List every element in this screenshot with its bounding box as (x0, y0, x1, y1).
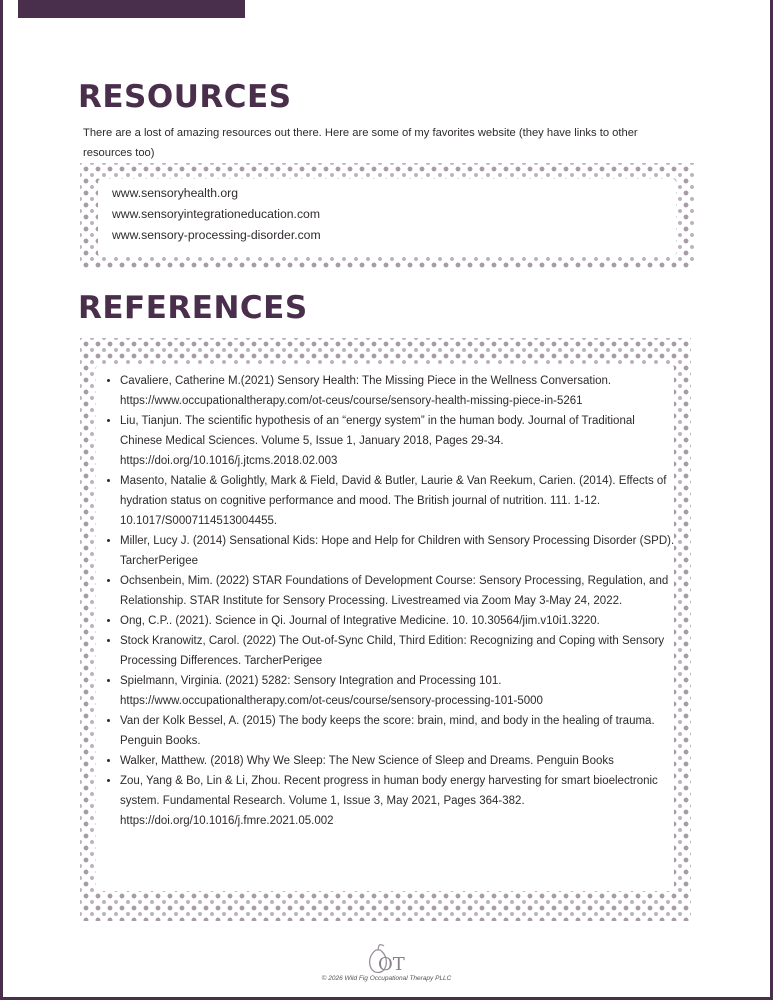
reference-item: • Ong, C.P.. (2021). Science in Qi. Journal of Integrative Medicine. 10. 10.30564/jim.v10i1.3220. (120, 611, 680, 631)
reference-item: • Miller, Lucy J. (2014) Sensational Kids: Hope and Help for Children with Sensory Processing Disorder (SPD). TarcherPerigee (120, 531, 680, 571)
reference-item: • Van der Kolk Bessel, A. (2015) The body keeps the score: brain, mind, and body in the healing of trauma. Penguin Books. (120, 711, 680, 751)
resource-link[interactable]: www.sensory-processing-disorder.com (112, 228, 321, 242)
resource-link[interactable]: www.sensoryhealth.org (112, 186, 238, 200)
wild-fig-logo (362, 942, 412, 976)
reference-item: • Masento, Natalie & Golightly, Mark & Field, David & Butler, Laurie & Van Reekum, Carien. (2014). Effects of hydration status on cognitive performance and mood. The British journal of nutrition. 111. 1-12. 10.1017/S0007114513004455. (120, 471, 680, 531)
references-heading: REFERENCES (78, 290, 308, 326)
reference-item: • Stock Kranowitz, Carol. (2022) The Out-of-Sync Child, Third Edition: Recognizing and Coping with Sensory Processing Differences. TarcherPerigee (120, 631, 680, 671)
reference-item: • Cavaliere, Catherine M.(2021) Sensory Health: The Missing Piece in the Wellness Conversation. https://www.occupationaltherapy.com/ot-ceus/course/sensory-health-missing-piece-in-5261 (120, 371, 680, 411)
resources-box (98, 179, 676, 256)
resources-link-list (112, 183, 321, 246)
reference-item: • Spielmann, Virginia. (2021) 5282: Sensory Integration and Processing 101. https://www.occupationaltherapy.com/ot-ceus/course/sensory-processing-101-5000 (120, 671, 680, 711)
resources-heading: RESOURCES (78, 79, 292, 115)
reference-item: • Walker, Matthew. (2018) Why We Sleep: The New Science of Sleep and Dreams. Penguin Books (120, 751, 680, 771)
references-box (96, 365, 674, 891)
copyright-text: © 2026 Wild Fig Occupational Therapy PLLC (321, 975, 452, 982)
references-list (96, 371, 680, 831)
resource-link[interactable]: www.sensoryintegrationeducation.com (112, 207, 320, 221)
reference-item: • Liu, Tianjun. The scientific hypothesis of an “energy system” in the human body. Journal of Traditional Chinese Medical Sciences. Volume 5, Issue 1, January 2018, Pages 29-34. https://doi.org/10.1016/j.jtcms.2018.02.003 (120, 411, 680, 471)
top-accent-bar (18, 0, 245, 18)
reference-item: • Zou, Yang & Bo, Lin & Li, Zhou. Recent progress in human body energy harvesting for smart bioelectronic system. Fundamental Research. Volume 1, Issue 3, May 2021, Pages 364-382. https://doi.org/10.1016/j.fmre.2021.05.002 (120, 771, 680, 831)
logo-text: OT (377, 954, 405, 975)
resources-intro: There are a lost of amazing resources out there. Here are some of my favorites website (they have links to other resources too) (83, 127, 638, 159)
reference-item: • Ochsenbein, Mim. (2022) STAR Foundations of Development Course: Sensory Processing, Regulation, and Relationship. STAR Institute for Sensory Processing. Livestreamed via Zoom May 3-May 24, 2022. (120, 571, 680, 611)
